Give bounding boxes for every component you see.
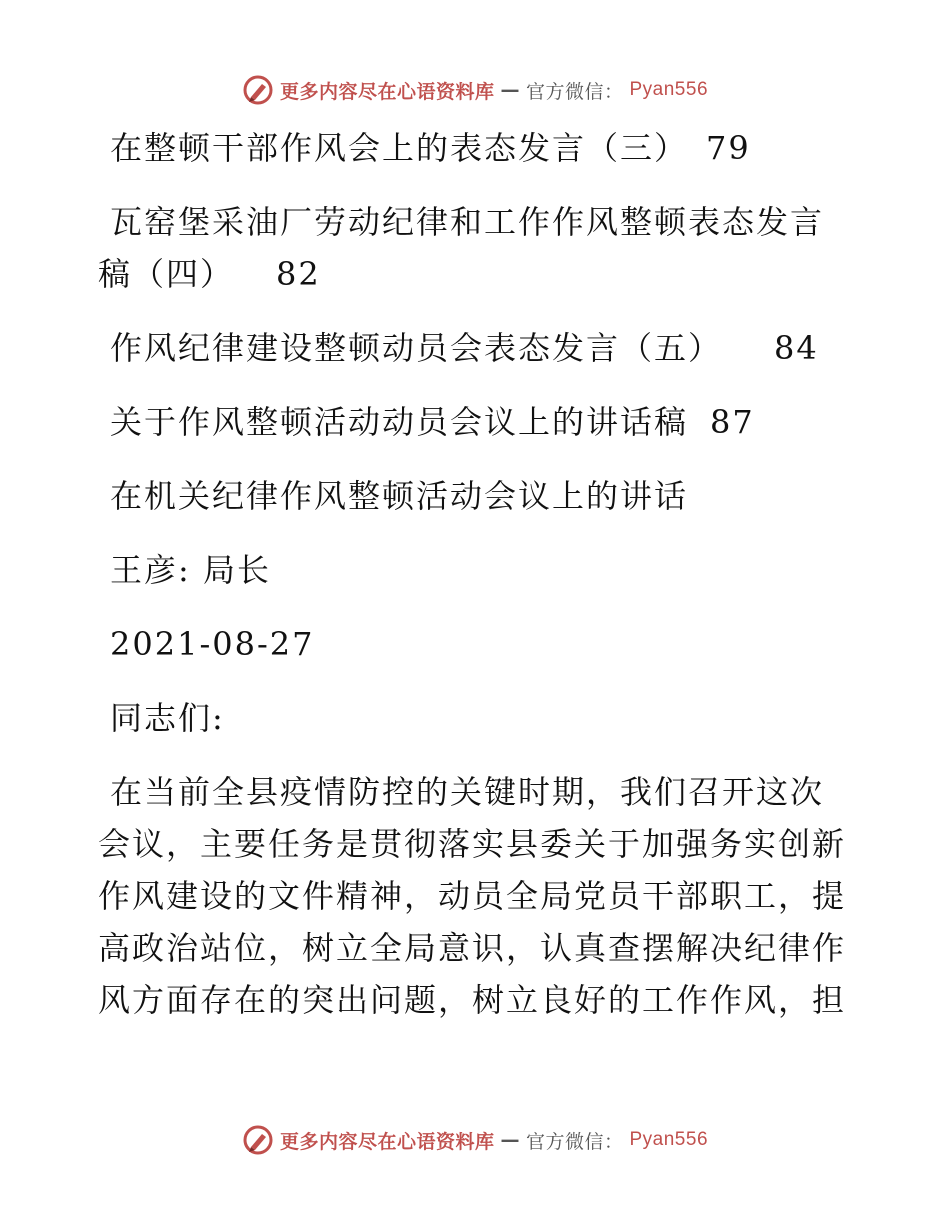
footer-banner xyxy=(0,1120,950,1160)
banner-wechat-label: 官方微信： xyxy=(525,1130,624,1153)
toc-entry xyxy=(98,396,858,448)
header-banner xyxy=(0,70,950,110)
article-date: 2021-08-27 xyxy=(110,625,315,663)
article-title: 在机关纪律作风整顿活动会议上的讲话 xyxy=(110,477,689,515)
banner-wechat-label: 官方微信： xyxy=(525,80,624,103)
toc-title: 作风纪律建设整顿动员会表态发言（五） xyxy=(110,329,723,367)
paragraph-line: 风方面存在的突出问题，树立良好的工作作风，担 xyxy=(98,981,847,1019)
toc-title: 在整顿干部作风会上的表态发言（三） xyxy=(110,129,689,167)
banner-content xyxy=(242,74,708,106)
toc-title-line xyxy=(98,248,858,300)
banner-wechat-id: Pyan556 xyxy=(629,79,709,100)
pen-logo-icon xyxy=(242,1124,274,1156)
banner-content xyxy=(242,1124,708,1156)
toc-page-number: 82 xyxy=(276,255,321,293)
toc-page-number: 84 xyxy=(774,329,819,367)
article-greeting: 同志们: xyxy=(110,699,225,737)
toc-title-line: 瓦窑堡采油厂劳动纪律和工作作风整顿表态发言 xyxy=(110,203,825,241)
paragraph-line: 会议，主要任务是贯彻落实县委关于加强务实创新 xyxy=(98,825,847,863)
banner-slogan: 更多内容尽在心语资料库 xyxy=(279,80,495,103)
banner-slogan: 更多内容尽在心语资料库 xyxy=(279,1130,495,1153)
toc-entry xyxy=(98,122,858,174)
article-author: 王彦: 局长 xyxy=(110,551,271,589)
banner-dash: — xyxy=(500,1129,520,1151)
paragraph-line: 在当前全县疫情防控的关键时期，我们召开这次 xyxy=(110,773,825,811)
toc-page-number: 79 xyxy=(706,129,751,167)
toc-title: 关于作风整顿活动动员会议上的讲话稿 xyxy=(110,403,689,441)
paragraph-line: 作风建设的文件精神，动员全局党员干部职工，提 xyxy=(98,877,847,915)
banner-wechat-id: Pyan556 xyxy=(629,1129,709,1150)
article-paragraph xyxy=(98,766,858,1026)
toc-entry xyxy=(98,322,858,374)
toc-page-number: 87 xyxy=(710,403,755,441)
paragraph-line: 高政治站位，树立全局意识，认真查摆解决纪律作 xyxy=(98,929,847,967)
banner-dash: — xyxy=(500,79,520,101)
pen-logo-icon xyxy=(242,74,274,106)
toc-title: 稿（四） xyxy=(98,255,235,293)
toc-entry xyxy=(98,196,858,300)
document-body xyxy=(98,122,858,1026)
